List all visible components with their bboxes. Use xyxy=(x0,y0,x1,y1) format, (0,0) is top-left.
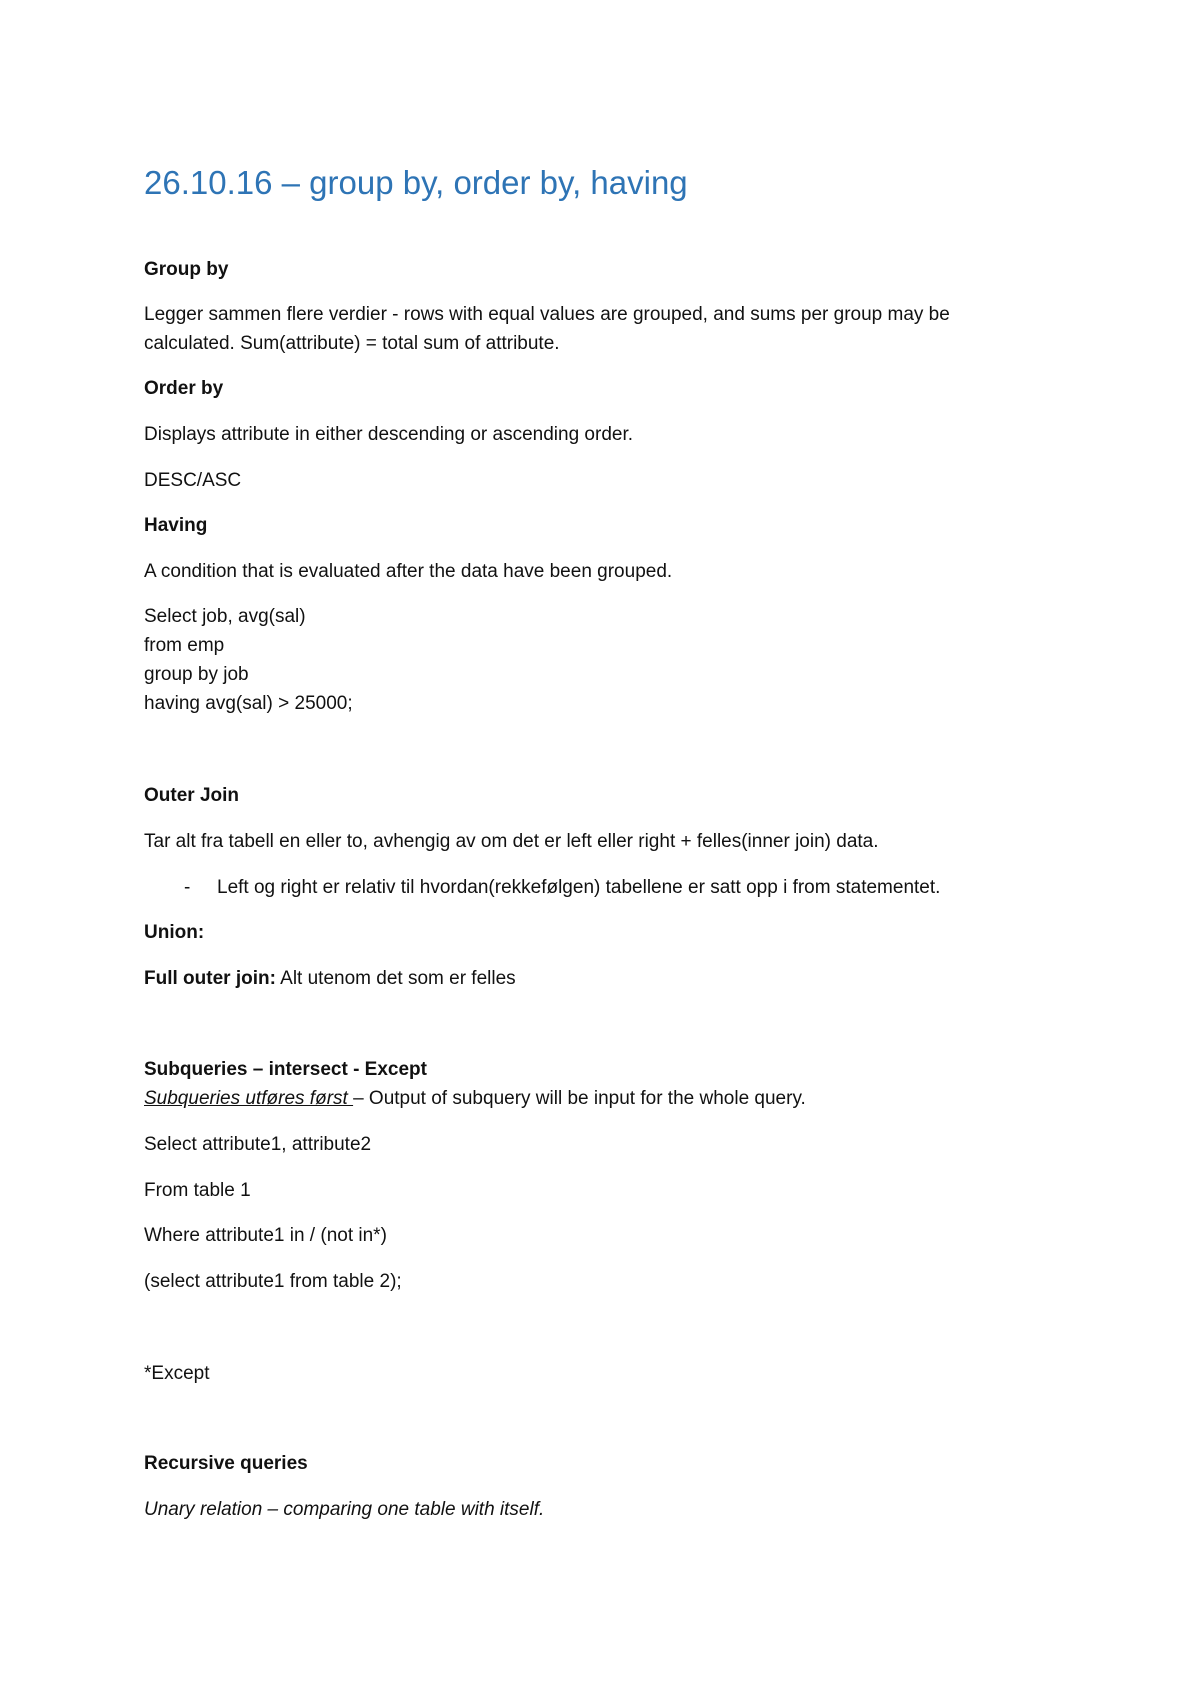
outer-join-heading: Outer Join xyxy=(144,785,240,806)
having-code-line: from emp xyxy=(144,635,225,656)
subqueries-note-rest: – Output of subquery will be input for the whole query. xyxy=(353,1088,806,1109)
order-by-options: DESC/ASC xyxy=(144,470,242,491)
page-title: 26.10.16 – group by, order by, having xyxy=(144,164,688,201)
group-by-desc-line2: calculated. Sum(attribute) = total sum of attribute. xyxy=(144,333,560,354)
order-by-heading: Order by xyxy=(144,378,224,399)
full-outer-join-label: Full outer join: xyxy=(144,968,276,989)
outer-join-desc: Tar alt fra tabell en eller to, avhengig av om det er left eller right + felles(inner join) data. xyxy=(144,831,879,852)
subqueries-code-line: Select attribute1, attribute2 xyxy=(144,1134,372,1155)
having-desc: A condition that is evaluated after the data have been grouped. xyxy=(144,561,673,582)
group-by-desc-line1: Legger sammen flere verdier - rows with equal values are grouped, and sums per group may be xyxy=(144,304,950,325)
subqueries-heading: Subqueries – intersect - Except xyxy=(144,1059,427,1080)
full-outer-join-desc: Alt utenom det som er felles xyxy=(275,968,516,989)
having-code-line: having avg(sal) > 25000; xyxy=(144,693,353,714)
recursive-desc: Unary relation – comparing one table with itself. xyxy=(144,1499,545,1520)
bullet-marker: - xyxy=(184,877,191,898)
having-code-line: Select job, avg(sal) xyxy=(144,606,306,627)
subqueries-code-line: From table 1 xyxy=(144,1180,251,1201)
recursive-heading: Recursive queries xyxy=(144,1453,308,1474)
having-code-line: group by job xyxy=(144,664,249,685)
group-by-heading: Group by xyxy=(144,259,229,280)
union-heading: Union: xyxy=(144,922,205,943)
subqueries-footnote: *Except xyxy=(144,1363,210,1384)
subqueries-note xyxy=(144,1087,806,1111)
subqueries-code-line: (select attribute1 from table 2); xyxy=(144,1271,402,1292)
having-heading: Having xyxy=(144,515,208,536)
full-outer-join-line xyxy=(144,967,516,991)
subqueries-code-line: Where attribute1 in / (not in*) xyxy=(144,1225,387,1246)
order-by-desc: Displays attribute in either descending or ascending order. xyxy=(144,424,634,445)
subqueries-note-underlined: Subqueries utføres først xyxy=(144,1088,354,1109)
outer-join-bullet: Left og right er relativ til hvordan(rekkefølgen) tabellene er satt opp i from statementet. xyxy=(217,877,941,898)
